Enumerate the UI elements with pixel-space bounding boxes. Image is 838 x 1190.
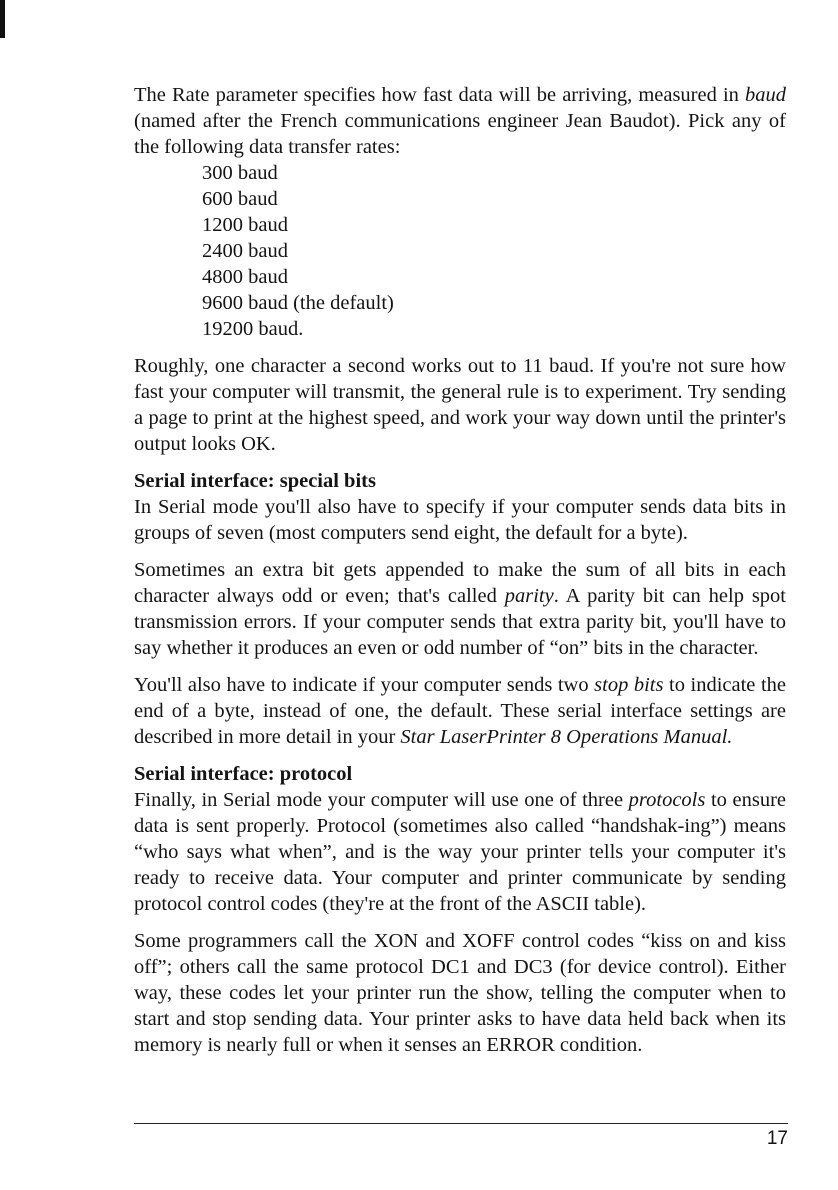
baud-rate-item: 2400 baud [202,240,288,262]
rate-text-start: The Rate parameter specifies how fast data will be arriving, measured in [134,84,745,106]
protocols-term: protocols [628,789,706,811]
parity-paragraph [134,557,786,661]
page-body [134,82,786,1058]
xon-xoff-paragraph: Some programmers call the XON and XOFF control codes “kiss on and kiss off”; others call the same protocol DC1 and DC3 (for device control). Either way, these codes let your printer run the show, telling the computer when to start and stop sending data. Your printer asks to have data held back when its memory is nearly full or when it senses an ERROR condition. [134,930,786,1056]
baud-term: baud [745,84,786,106]
roughly-paragraph: Roughly, one character a second works out to 11 baud. If you're not sure how fast your computer will transmit, the general rule is to experiment. Try sending a page to print at the highest speed, and work your way down until the printer's output looks OK. [134,355,786,455]
page-number: 17 [766,1128,788,1149]
rate-paragraph [134,82,786,160]
parity-term: parity [504,585,554,607]
protocol-heading: Serial interface: protocol [134,763,353,785]
stop-bits-text-start: You'll also have to indicate if your computer sends two [134,674,595,696]
protocol-paragraph [134,787,786,917]
rate-text-end: (named after the French communications engineer Jean Baudot). Pick any of the following data transfer rates: [134,110,786,158]
baud-rate-item: 9600 baud (the default) [202,292,394,314]
manual-title: Star LaserPrinter 8 Operations Manual. [400,726,733,748]
baud-rate-item: 4800 baud [202,266,288,288]
stop-bits-text-end: to indicate the end of a byte, instead of one, the default. These serial interface settings are described in more detail in your [134,674,786,748]
baud-rate-list [134,160,786,342]
scan-edge-mark [0,0,5,38]
data-bits-paragraph: In Serial mode you'll also have to specify if your computer sends data bits in groups of seven (most computers send eight, the default for a byte). [134,496,786,544]
stop-bits-term: stop bits [594,674,664,696]
baud-rate-item: 1200 baud [202,214,288,236]
footer-rule [134,1123,788,1124]
baud-rate-item: 600 baud [202,188,278,210]
protocol-text-start: Finally, in Serial mode your computer will use one of three [134,789,629,811]
baud-rate-item: 300 baud [202,162,278,184]
stop-bits-paragraph [134,672,786,750]
parity-text-start: Sometimes an extra bit gets appended to make the sum of all bits in each character always odd or even; that's called [134,559,786,607]
special-bits-heading: Serial interface: special bits [134,470,376,492]
protocol-text-end: to ensure data is sent properly. Protocol (sometimes also called “handshak-ing”) means “who says what when”, and is the way your printer tells your computer it's ready to receive data. Your computer and printer communicate by sending protocol control codes (they're at the front of the ASCII table). [134,789,786,915]
baud-rate-item: 19200 baud. [202,318,304,340]
parity-text-end: . A parity bit can help spot transmission errors. If your computer sends that extra parity bit, you'll have to say whether it produces an even or odd number of “on” bits in the character. [134,585,787,659]
